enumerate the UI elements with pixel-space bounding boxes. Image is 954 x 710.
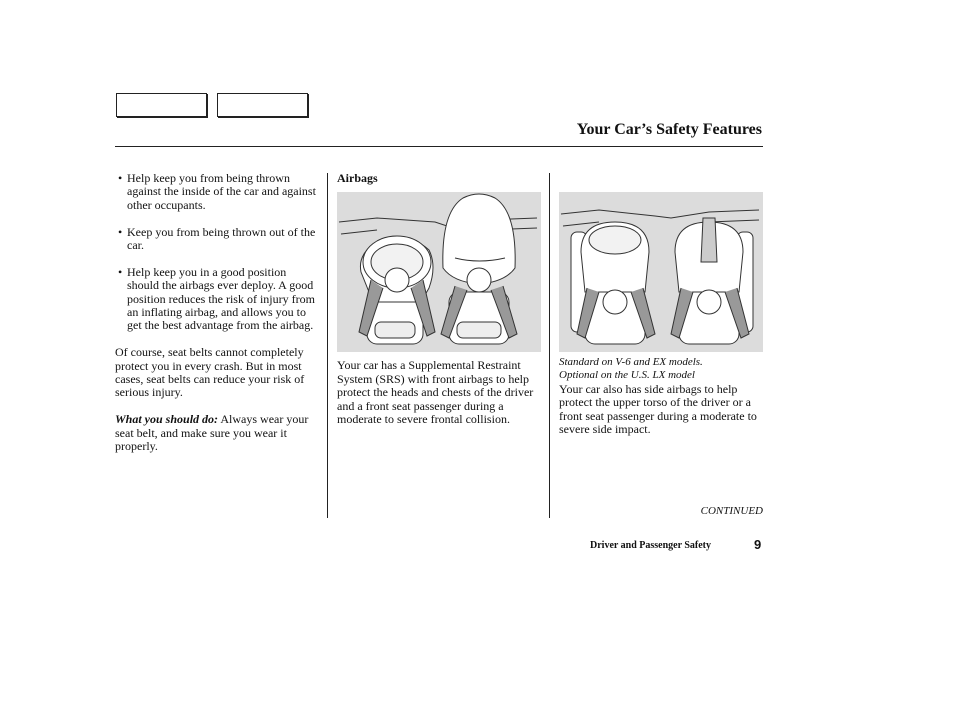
header-rule — [115, 146, 763, 147]
front-airbag-drawing — [337, 192, 541, 352]
bullet-item: • Keep you from being thrown out of the car. — [115, 226, 321, 253]
bullet-item: • Help keep you from being thrown against the inside of the car and against other occupants. — [115, 172, 321, 212]
column-seat-belts — [115, 172, 321, 467]
nav-button-2[interactable] — [217, 93, 308, 117]
advice-text: Always wear your seat belt, and make sure you wear it properly. — [115, 412, 309, 454]
figure-caption-line-1: Standard on V-6 and EX models. — [559, 356, 703, 368]
body-paragraph: Your car has a Supplemental Restraint System (SRS) with front airbags to help protect the heads and chests of the driver and a front seat passenger during a moderate to severe frontal collision. — [337, 358, 534, 427]
side-airbag-illustration — [559, 192, 763, 352]
side-airbag-drawing — [559, 192, 763, 352]
body-paragraph: Your car also has side airbags to help protect the upper torso of the driver or a front seat passenger during a moderate to severe side impact. — [559, 381, 757, 437]
figure-caption-line-2: Optional on the U.S. LX model — [559, 369, 695, 382]
section-heading: Airbags — [337, 171, 378, 185]
continued-label: CONTINUED — [700, 505, 763, 517]
advice-label: What you should do: — [115, 412, 219, 427]
page-number: 9 — [754, 537, 762, 552]
bullet-item: • Help keep you in a good position should the airbags ever deploy. A good position reduces the risk of injury from an inflating airbag, and allows you to get the best advantage from the airbag. — [115, 266, 321, 333]
page-title: Your Car’s Safety Features — [576, 121, 762, 138]
footer-section-label: Driver and Passenger Safety — [590, 540, 712, 551]
advice-paragraph — [115, 413, 321, 453]
column-divider-2 — [549, 173, 550, 518]
column-divider-1 — [327, 173, 328, 518]
nav-button-1[interactable] — [116, 93, 207, 117]
column-side-airbags — [559, 356, 765, 450]
front-airbag-illustration — [337, 192, 541, 352]
body-paragraph: Of course, seat belts cannot completely protect you in every crash. But in most cases, seat belts can reduce your risk of serious injury. — [115, 345, 305, 400]
